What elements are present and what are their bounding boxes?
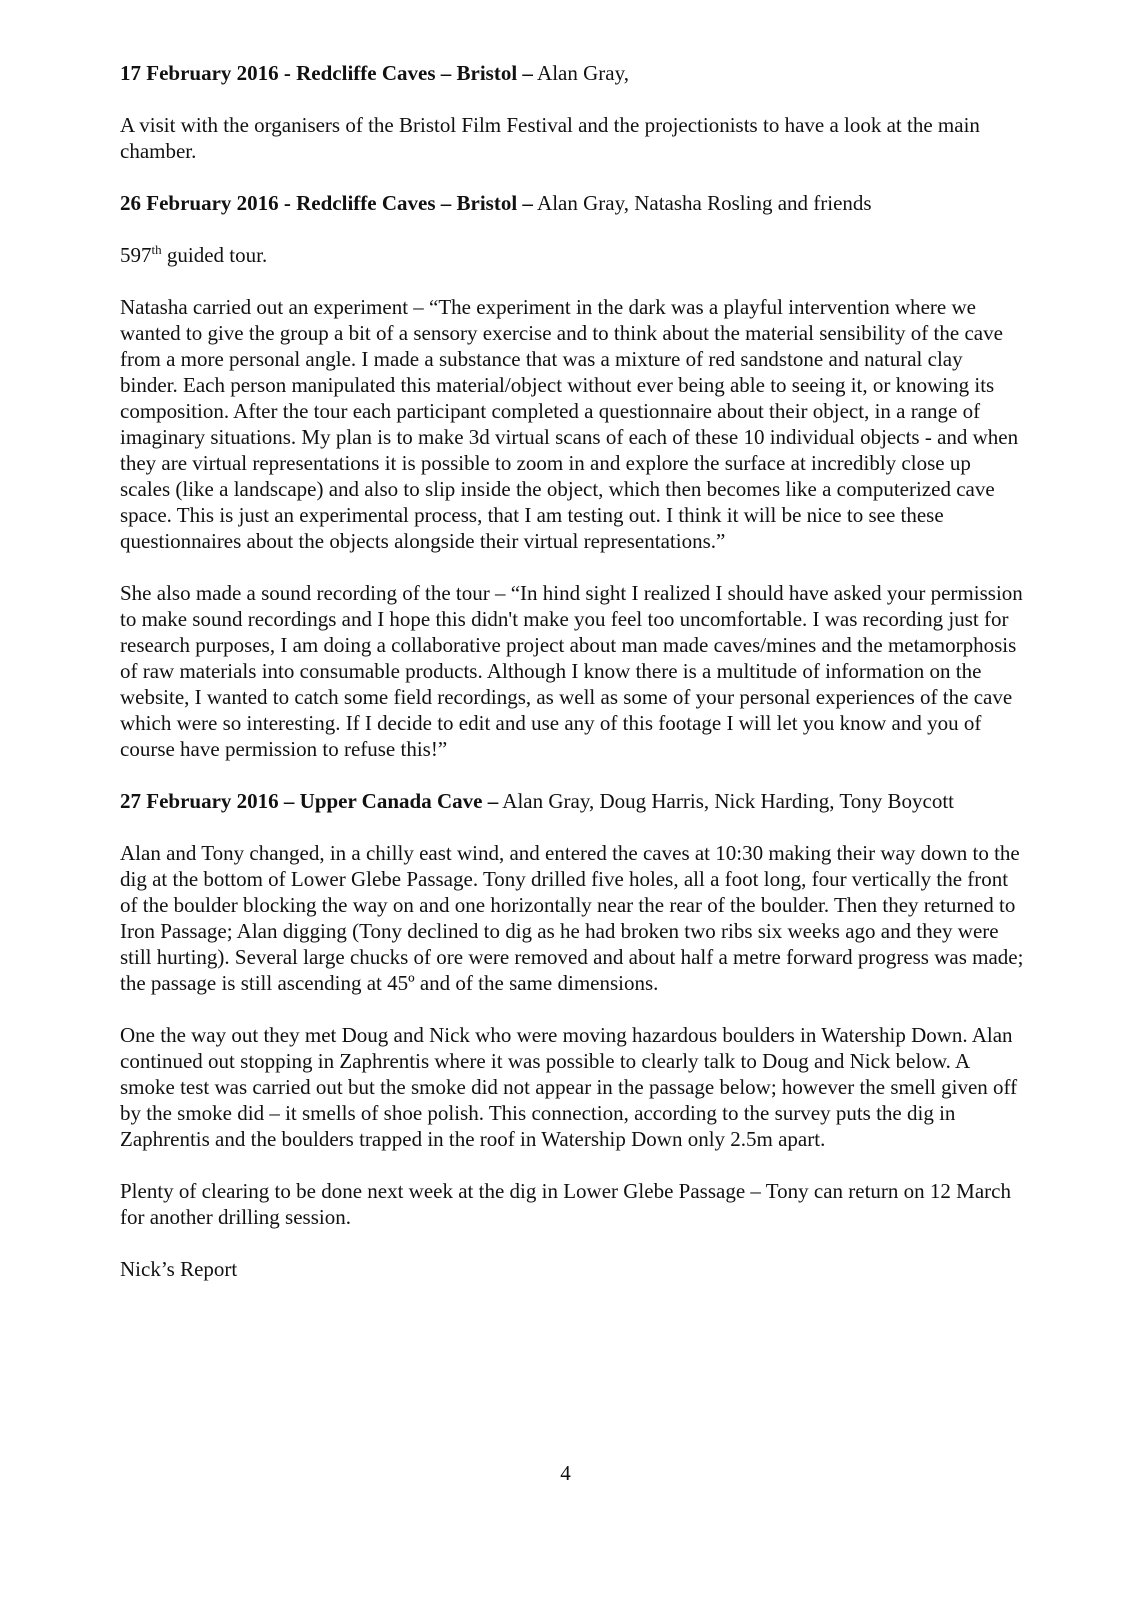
tour-number: 597 (120, 243, 152, 267)
log-entry-27-feb (120, 788, 1025, 1282)
entry-heading-people: Alan Gray, Natasha Rosling and friends (532, 191, 872, 215)
entry-heading-title: 27 February 2016 – Upper Canada Cave – (120, 789, 499, 813)
entry-heading-title: 26 February 2016 - Redcliffe Caves – Bristol – (120, 191, 533, 215)
log-entry-17-feb (120, 60, 1025, 164)
tour-text: guided tour. (161, 243, 268, 267)
report-label: Nick’s Report (120, 1257, 238, 1281)
entry-heading-people: Alan Gray, Doug Harris, Nick Harding, Tony Boycott (498, 789, 954, 813)
entry-heading (120, 190, 1025, 216)
entry-heading-title: 17 February 2016 - Redcliffe Caves – Bristol – (120, 61, 533, 85)
entry-heading (120, 60, 1025, 86)
log-entry-26-feb (120, 190, 1025, 762)
document-page (120, 60, 1025, 1308)
entry-paragraph: Plenty of clearing to be done next week at the dig in Lower Glebe Passage – Tony can return on 12 March for another drilling session. (120, 1179, 1011, 1229)
page-number: 4 (560, 1461, 571, 1485)
entry-paragraph: Alan and Tony changed, in a chilly east wind, and entered the caves at 10:30 making their way down to the dig at the bottom of Lower Glebe Passage. Tony drilled five holes, all a foot long, four vertically the front of the boulder blocking the way on and one horizontally near the rear of the boulder. Then they returned to Iron Passage; Alan digging (Tony declined to dig as he had broken two ribs six weeks ago and they were still hurting). Several large chucks of ore were removed and about half a metre forward progress was made; the passage is still ascending at 45º and of the same dimensions. (120, 841, 1024, 995)
entry-heading (120, 788, 1025, 814)
entry-paragraph: Natasha carried out an experiment – “The experiment in the dark was a playful intervention where we wanted to give the group a bit of a sensory exercise and to think about the material sensibility of the cave from a more personal angle. I made a substance that was a mixture of red sandstone and natural clay binder. Each person manipulated this material/object without ever being able to seeing it, or knowing its composition. After the tour each participant completed a questionnaire about their object, in a range of imaginary situations. My plan is to make 3d virtual scans of each of these 10 individual objects - and when they are virtual representations it is possible to zoom in and explore the surface at incredibly close up scales (like a landscape) and also to slip inside the object, which then becomes like a computerized cave space. This is just an experimental process, that I am testing out. I think it will be nice to see these questionnaires about the objects alongside their virtual representations.” (120, 295, 1019, 553)
entry-paragraph: A visit with the organisers of the Bristol Film Festival and the projectionists to have a look at the main chamber. (120, 113, 980, 163)
tour-count-line (120, 242, 1025, 268)
entry-paragraph: One the way out they met Doug and Nick who were moving hazardous boulders in Watership Down. Alan continued out stopping in Zaphrentis where it was possible to clearly talk to Doug and Nick below. A smoke test was carried out but the smoke did not appear in the passage below; however the smell given off by the smoke did – it smells of shoe polish. This connection, according to the survey puts the dig in Zaphrentis and the boulders trapped in the roof in Watership Down only 2.5m apart. (120, 1023, 1018, 1151)
tour-ordinal-suffix: th (151, 242, 162, 257)
entry-heading-people: Alan Gray, (532, 61, 629, 85)
entry-paragraph: She also made a sound recording of the tour – “In hind sight I realized I should have asked your permission to make sound recordings and I hope this didn't make you feel too uncomfortable. I was recording just for research purposes, I am doing a collaborative project about man made caves/mines and the metamorphosis of raw materials into consumable products. Although I know there is a multitude of information on the website, I wanted to catch some field recordings, as well as some of your personal experiences of the cave which were so interesting. If I decide to edit and use any of this footage I will let you know and you of course have permission to refuse this!” (120, 581, 1023, 761)
